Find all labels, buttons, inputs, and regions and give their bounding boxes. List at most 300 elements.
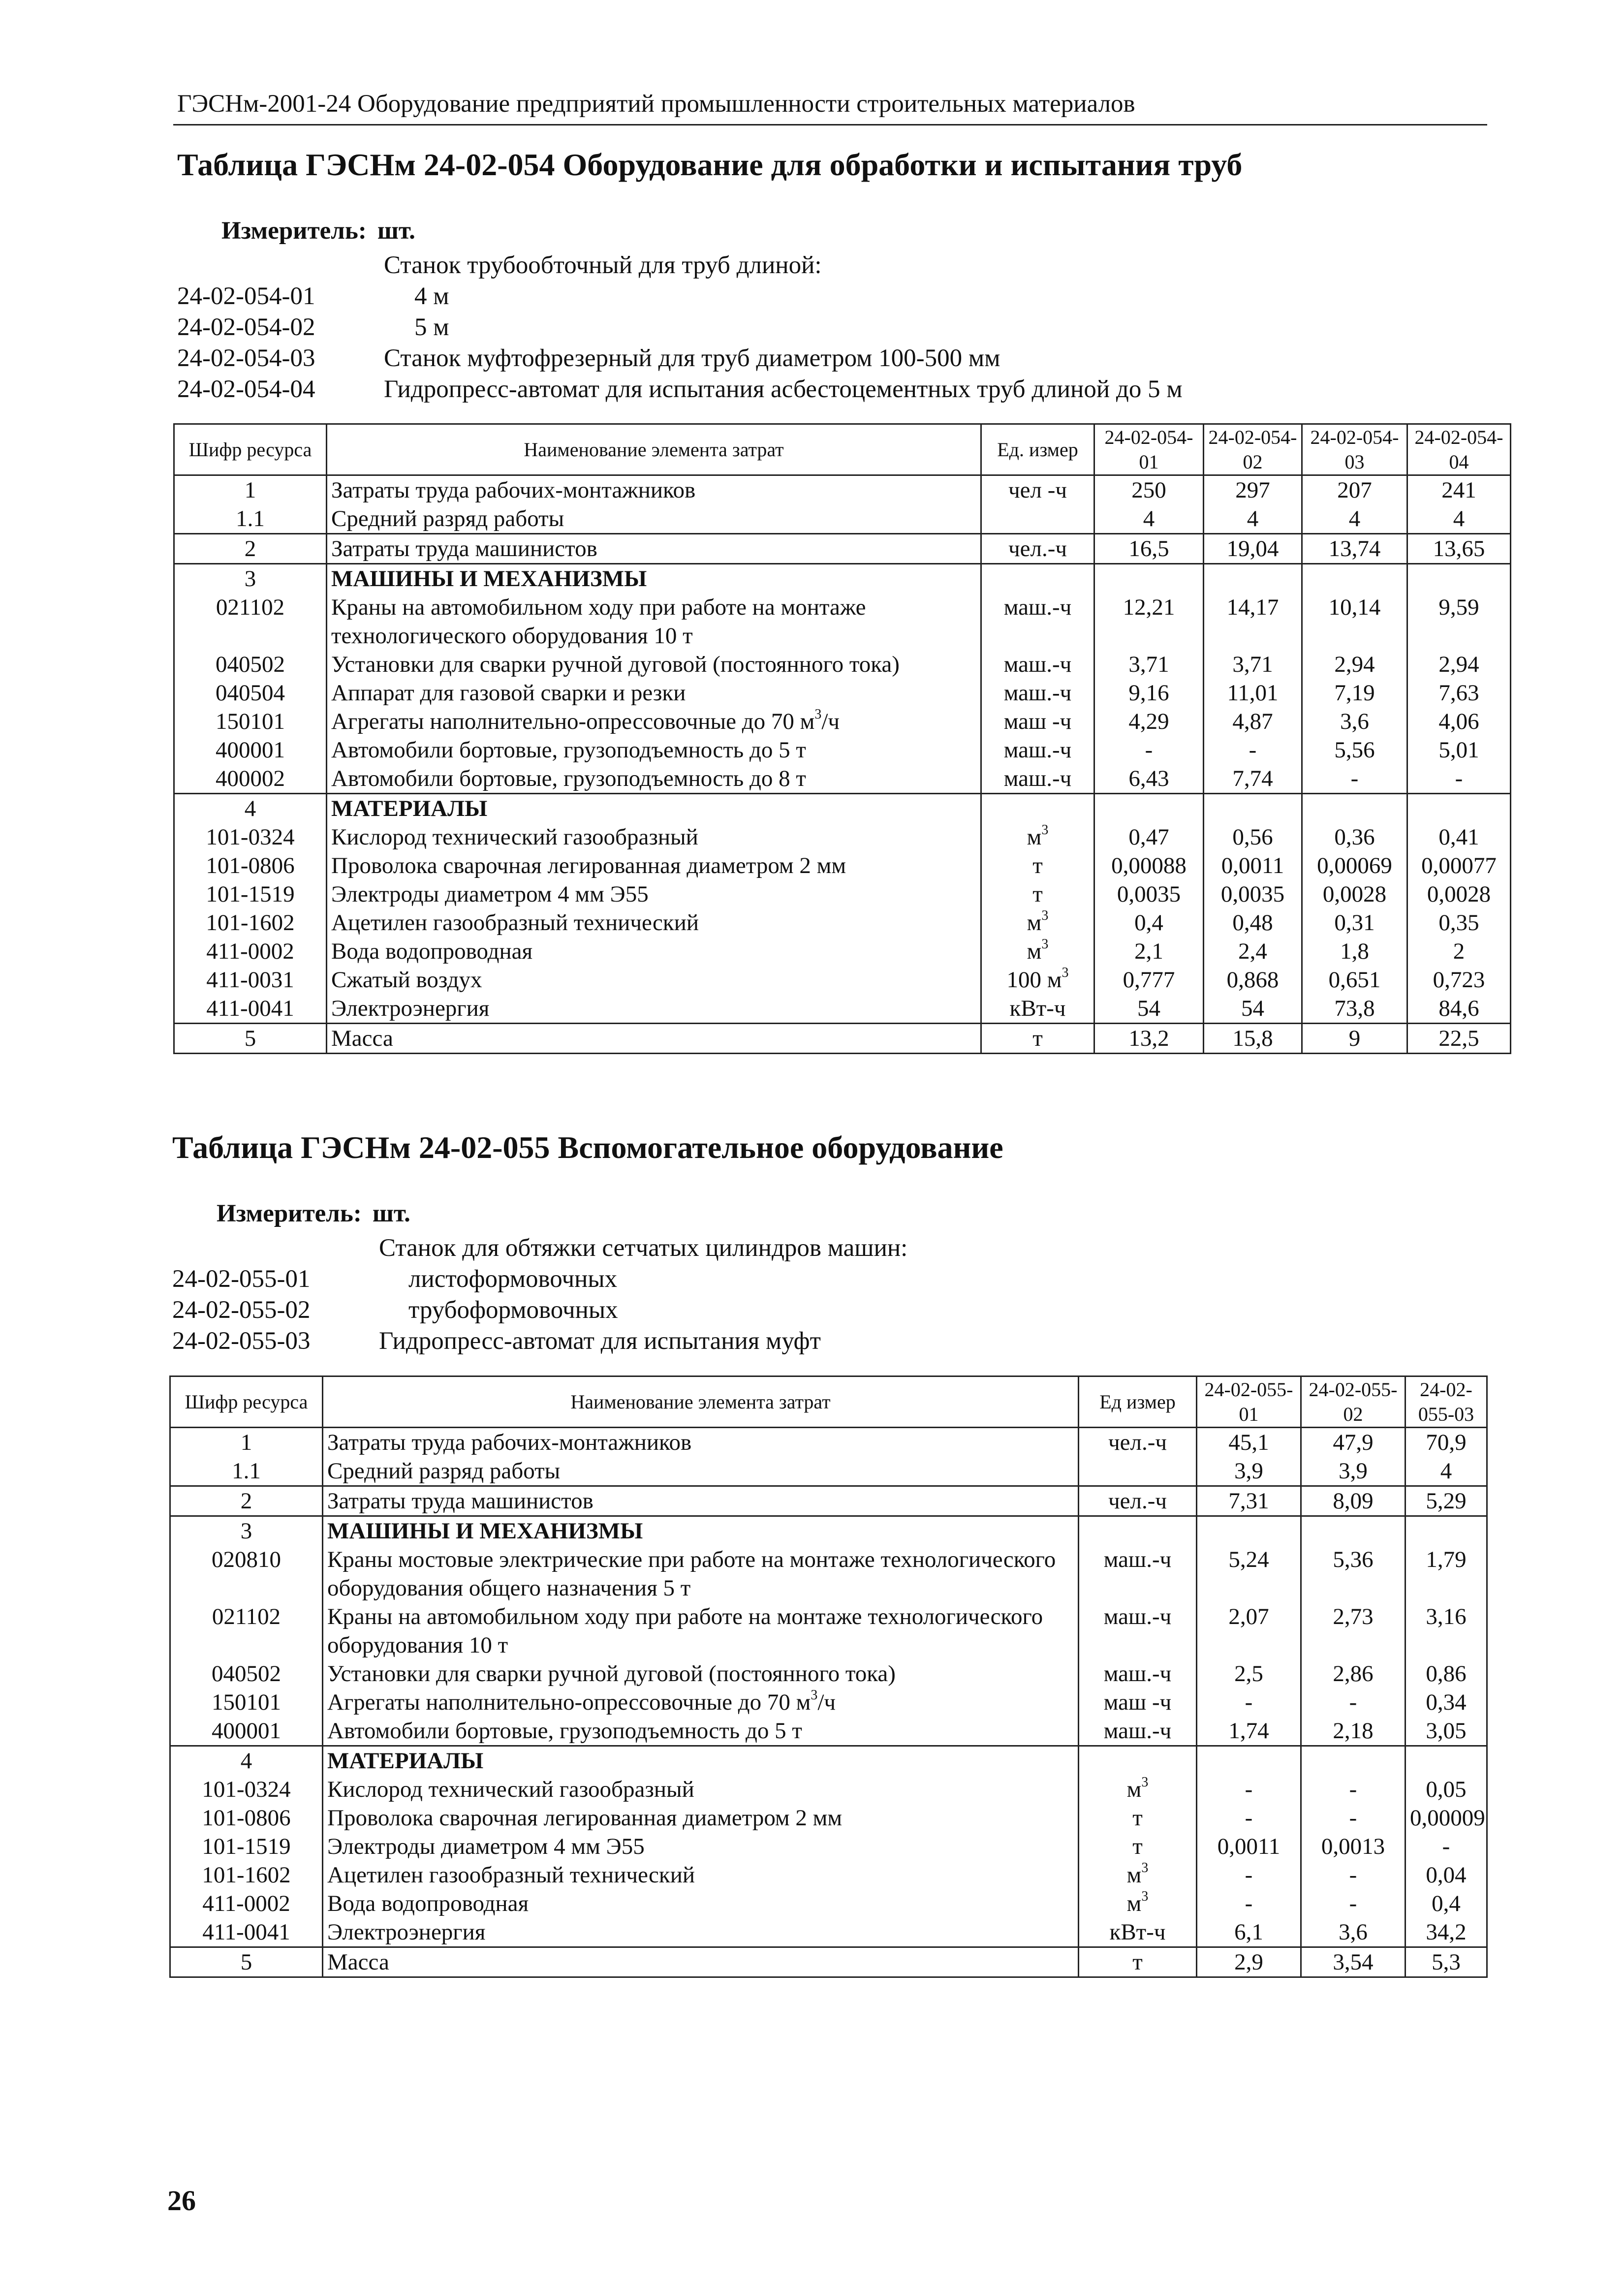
cost-item-name: Кислород технический газообразный	[327, 823, 981, 851]
resource-code: 150101	[174, 707, 327, 736]
resource-code: 5	[170, 1947, 323, 1977]
resource-code: 411-0031	[174, 966, 327, 994]
variant-row	[177, 374, 1457, 405]
norm-value	[1405, 1516, 1487, 1546]
cost-item-name: Проволока сварочная легированная диаметром 2 мм	[327, 851, 981, 880]
norm-value: 47,9	[1301, 1428, 1405, 1457]
norm-value: 34,2	[1405, 1918, 1487, 1947]
unit-of-measure: чел.-ч	[1079, 1428, 1197, 1457]
norm-value: 3,54	[1301, 1947, 1405, 1977]
norm-value: 9	[1302, 1024, 1407, 1054]
unit-of-measure	[981, 504, 1094, 534]
unit-of-measure: маш.-ч	[981, 736, 1094, 764]
table-row	[174, 823, 1511, 851]
norm-value: 2,1	[1094, 937, 1204, 966]
norm-value: 2,5	[1197, 1659, 1301, 1688]
norm-value: 2,86	[1301, 1659, 1405, 1688]
norm-value	[1197, 1746, 1301, 1776]
norm-value: 13,74	[1302, 534, 1407, 564]
norm-value	[1204, 794, 1302, 823]
norm-value: 12,21	[1094, 593, 1204, 650]
cost-item-name: Масса	[327, 1024, 981, 1054]
table-row	[170, 1947, 1487, 1977]
resource-code: 4	[174, 794, 327, 823]
page-number: 26	[167, 2185, 196, 2217]
cost-item-name: Электроэнергия	[327, 994, 981, 1024]
norm-value: 4	[1407, 504, 1511, 534]
norm-value	[1407, 794, 1511, 823]
header-code: Шифр ресурса	[170, 1376, 323, 1428]
cost-item-name: Краны на автомобильном ходу при работе на монтаже технологического оборудования 10 т	[323, 1602, 1079, 1659]
cost-item-name: Установки для сварки ручной дуговой (постоянного тока)	[327, 650, 981, 679]
cost-item-name: Затраты труда рабочих-монтажников	[323, 1428, 1079, 1457]
norm-value: 2,94	[1407, 650, 1511, 679]
table-row	[170, 1688, 1487, 1717]
norm-value: 13,65	[1407, 534, 1511, 564]
variant-code: 24-02-054-02	[177, 313, 315, 341]
cost-item-name: Затраты труда машинистов	[323, 1486, 1079, 1516]
table-body	[170, 1428, 1487, 1977]
variant-code: 24-02-054-01	[177, 282, 315, 310]
table-row	[174, 937, 1511, 966]
table-title: Таблица ГЭСНм 24-02-055 Вспомогательное оборудование	[172, 1130, 1003, 1165]
norm-value: 9,16	[1094, 679, 1204, 707]
norm-value: -	[1405, 1832, 1487, 1861]
resource-code: 101-1602	[170, 1861, 323, 1889]
resource-code: 101-0806	[174, 851, 327, 880]
header-col: 24-02-055-01	[1197, 1376, 1301, 1428]
norm-value: 0,05	[1405, 1775, 1487, 1804]
cost-item-name: Средний разряд работы	[327, 504, 981, 534]
resource-code: 411-0002	[170, 1889, 323, 1918]
unit-of-measure: т	[1079, 1947, 1197, 1977]
norm-value	[1204, 564, 1302, 594]
table-row	[170, 1602, 1487, 1659]
norm-value	[1301, 1746, 1405, 1776]
norm-value: 3,05	[1405, 1717, 1487, 1746]
variant-code: 24-02-054-04	[177, 375, 315, 403]
meter-label: Измеритель:	[217, 1200, 362, 1227]
norm-value: 19,04	[1204, 534, 1302, 564]
norm-value: 4,87	[1204, 707, 1302, 736]
header-unit: Ед измер	[1079, 1376, 1197, 1428]
cost-item-name: Электроды диаметром 4 мм Э55	[327, 880, 981, 908]
table-row	[170, 1659, 1487, 1688]
resource-code: 101-0806	[170, 1804, 323, 1832]
norm-value: -	[1094, 736, 1204, 764]
variant-desc: 4 м	[414, 282, 449, 310]
resource-code: 411-0002	[174, 937, 327, 966]
norm-value: 4	[1302, 504, 1407, 534]
norm-value: 0,4	[1405, 1889, 1487, 1918]
variant-desc: трубоформовочных	[408, 1296, 618, 1324]
norm-value: 2,07	[1197, 1602, 1301, 1659]
resource-code: 020810	[170, 1545, 323, 1602]
variant-desc: Станок для обтяжки сетчатых цилиндров машин:	[379, 1234, 908, 1262]
table-row	[170, 1457, 1487, 1486]
cost-item-name: Вода водопроводная	[323, 1889, 1079, 1918]
table-row	[174, 851, 1511, 880]
resource-code: 400001	[170, 1717, 323, 1746]
table-row	[170, 1832, 1487, 1861]
resource-code: 101-0324	[174, 823, 327, 851]
norm-value: 54	[1204, 994, 1302, 1024]
resource-code: 400002	[174, 764, 327, 794]
meter-line	[221, 217, 415, 245]
norm-value: 0,00088	[1094, 851, 1204, 880]
unit-of-measure	[981, 794, 1094, 823]
norm-value: 0,35	[1407, 908, 1511, 937]
unit-of-measure: $м^3$	[981, 823, 1094, 851]
norm-value: 3,71	[1204, 650, 1302, 679]
variant-row	[177, 343, 1457, 374]
variant-list	[172, 1233, 1452, 1357]
norm-value: 0,47	[1094, 823, 1204, 851]
norm-value: -	[1197, 1804, 1301, 1832]
norm-value: -	[1302, 764, 1407, 794]
norm-value: -	[1197, 1775, 1301, 1804]
norm-value: 1,8	[1302, 937, 1407, 966]
unit-of-measure: 100 $м^3$	[981, 966, 1094, 994]
table-row	[174, 736, 1511, 764]
table-row	[170, 1804, 1487, 1832]
resource-code: 101-1519	[170, 1832, 323, 1861]
unit-of-measure: маш.-ч	[1079, 1717, 1197, 1746]
cost-item-name: Проволока сварочная легированная диаметром 2 мм	[323, 1804, 1079, 1832]
cost-item-name: Вода водопроводная	[327, 937, 981, 966]
cost-item-name: Затраты труда машинистов	[327, 534, 981, 564]
variant-code: 24-02-055-01	[172, 1265, 311, 1293]
unit-of-measure: маш.-ч	[981, 764, 1094, 794]
resource-code: 150101	[170, 1688, 323, 1717]
unit-of-measure	[981, 564, 1094, 594]
unit-of-measure: чел -ч	[981, 475, 1094, 505]
meter-value: шт.	[377, 217, 415, 245]
resource-code: 2	[174, 534, 327, 564]
norm-value: 5,24	[1197, 1545, 1301, 1602]
unit-of-measure: чел.-ч	[1079, 1486, 1197, 1516]
resource-code: 3	[170, 1516, 323, 1546]
norm-value	[1197, 1516, 1301, 1546]
header-col: 24-02-055-03	[1405, 1376, 1487, 1428]
table-row	[170, 1717, 1487, 1746]
norm-value: 5,3	[1405, 1947, 1487, 1977]
norm-value: 5,29	[1405, 1486, 1487, 1516]
norm-value: 3,9	[1301, 1457, 1405, 1486]
table-header-row	[170, 1376, 1487, 1428]
norm-value: 0,34	[1405, 1688, 1487, 1717]
norm-value: 16,5	[1094, 534, 1204, 564]
table-row	[174, 908, 1511, 937]
norm-value	[1094, 794, 1204, 823]
unit-of-measure: т	[981, 880, 1094, 908]
unit-of-measure: маш -ч	[981, 707, 1094, 736]
norm-value: 2,94	[1302, 650, 1407, 679]
norm-value: 3,6	[1301, 1918, 1405, 1947]
header-name: Наименование элемента затрат	[327, 424, 981, 475]
norm-value: 14,17	[1204, 593, 1302, 650]
meter-label: Измеритель:	[221, 217, 367, 245]
resource-code: 101-1519	[174, 880, 327, 908]
norm-value: 54	[1094, 994, 1204, 1024]
resource-code: 400001	[174, 736, 327, 764]
unit-of-measure	[1079, 1457, 1197, 1486]
variant-row	[172, 1295, 1452, 1326]
norm-value: 0,4	[1094, 908, 1204, 937]
norm-value: 3,9	[1197, 1457, 1301, 1486]
resource-code: 411-0041	[174, 994, 327, 1024]
table-row	[174, 707, 1511, 736]
unit-of-measure: $м^3$	[1079, 1889, 1197, 1918]
norm-value: 10,14	[1302, 593, 1407, 650]
header-col: 24-02-054-03	[1302, 424, 1407, 475]
norm-value: 0,0028	[1302, 880, 1407, 908]
table-row	[174, 679, 1511, 707]
unit-of-measure: чел.-ч	[981, 534, 1094, 564]
table-row	[174, 794, 1511, 823]
table-row	[174, 764, 1511, 794]
unit-of-measure: маш.-ч	[1079, 1545, 1197, 1602]
cost-item-name: Электроды диаметром 4 мм Э55	[323, 1832, 1079, 1861]
variant-code: 24-02-055-03	[172, 1327, 311, 1355]
unit-of-measure: т	[981, 1024, 1094, 1054]
resource-code: 5	[174, 1024, 327, 1054]
norm-value: 84,6	[1407, 994, 1511, 1024]
table-row	[170, 1861, 1487, 1889]
norm-value: 1,79	[1405, 1545, 1487, 1602]
resource-code: 021102	[174, 593, 327, 650]
norm-value: 0,36	[1302, 823, 1407, 851]
norm-value: 0,56	[1204, 823, 1302, 851]
cost-item-name: Аппарат для газовой сварки и резки	[327, 679, 981, 707]
norm-value: 7,19	[1302, 679, 1407, 707]
norm-value: 2,73	[1301, 1602, 1405, 1659]
norm-value: 9,59	[1407, 593, 1511, 650]
variant-row	[172, 1326, 1452, 1357]
unit-of-measure: маш.-ч	[1079, 1659, 1197, 1688]
norm-value: 7,31	[1197, 1486, 1301, 1516]
variant-desc: Гидропресс-автомат для испытания асбестоцементных труб длиной до 5 м	[384, 375, 1183, 403]
norm-value: 0,0011	[1197, 1832, 1301, 1861]
unit-of-measure	[1079, 1516, 1197, 1546]
table-row	[170, 1428, 1487, 1457]
table-row	[174, 593, 1511, 650]
norm-value: 4	[1204, 504, 1302, 534]
norm-value	[1405, 1746, 1487, 1776]
variant-code: 24-02-054-03	[177, 344, 315, 372]
norm-value: -	[1301, 1775, 1405, 1804]
table-row	[174, 1024, 1511, 1054]
resource-code: 040502	[174, 650, 327, 679]
norm-value: 297	[1204, 475, 1302, 505]
resource-code: 101-1602	[174, 908, 327, 937]
cost-item-name: Краны мостовые электрические при работе на монтаже технологического оборудования общего назначения 5 т	[323, 1545, 1079, 1602]
norm-value: 0,0011	[1204, 851, 1302, 880]
norm-value	[1094, 564, 1204, 594]
unit-of-measure: $м^3$	[981, 937, 1094, 966]
table-row	[174, 475, 1511, 505]
norm-value: -	[1301, 1889, 1405, 1918]
cost-item-name: Ацетилен газообразный технический	[327, 908, 981, 937]
table-row	[174, 994, 1511, 1024]
table-row	[174, 564, 1511, 594]
norm-value: 0,86	[1405, 1659, 1487, 1688]
header-divider	[173, 124, 1487, 125]
header-col: 24-02-054-01	[1094, 424, 1204, 475]
norm-value: 13,2	[1094, 1024, 1204, 1054]
norm-value: 0,0035	[1094, 880, 1204, 908]
variant-row	[177, 281, 1457, 312]
table-row	[170, 1918, 1487, 1947]
variant-row	[177, 250, 1457, 281]
norm-value: 0,31	[1302, 908, 1407, 937]
table-body	[174, 475, 1511, 1054]
norm-value: 45,1	[1197, 1428, 1301, 1457]
norm-value	[1302, 564, 1407, 594]
cost-item-name: Краны на автомобильном ходу при работе на монтаже технологического оборудования 10 т	[327, 593, 981, 650]
norm-value	[1301, 1516, 1405, 1546]
norm-value: 1,74	[1197, 1717, 1301, 1746]
cost-item-name: Установки для сварки ручной дуговой (постоянного тока)	[323, 1659, 1079, 1688]
unit-of-measure: маш.-ч	[981, 593, 1094, 650]
header-col: 24-02-054-04	[1407, 424, 1511, 475]
resource-code: 1.1	[174, 504, 327, 534]
norm-value: 0,868	[1204, 966, 1302, 994]
header-col: 24-02-055-02	[1301, 1376, 1405, 1428]
norm-value: 3,71	[1094, 650, 1204, 679]
norm-value: 0,0028	[1407, 880, 1511, 908]
resource-code: 411-0041	[170, 1918, 323, 1947]
resource-code: 1	[170, 1428, 323, 1457]
cost-item-name: Автомобили бортовые, грузоподъемность до 5 т	[323, 1717, 1079, 1746]
header-unit: Ед. измер	[981, 424, 1094, 475]
norm-value: 3,16	[1405, 1602, 1487, 1659]
variant-row	[172, 1233, 1452, 1264]
norm-value: -	[1197, 1861, 1301, 1889]
norm-value: -	[1301, 1688, 1405, 1717]
norm-value: 2,18	[1301, 1717, 1405, 1746]
norm-value: 0,723	[1407, 966, 1511, 994]
norm-value	[1407, 564, 1511, 594]
norm-value: 7,74	[1204, 764, 1302, 794]
norm-value: 4	[1405, 1457, 1487, 1486]
norm-value: 207	[1302, 475, 1407, 505]
cost-item-name: МАШИНЫ И МЕХАНИЗМЫ	[327, 564, 981, 594]
unit-of-measure: $м^3$	[981, 908, 1094, 937]
norm-value: 22,5	[1407, 1024, 1511, 1054]
variant-row	[172, 1264, 1452, 1295]
variant-row	[177, 312, 1457, 343]
table-row	[170, 1516, 1487, 1546]
table-row	[174, 880, 1511, 908]
unit-of-measure: кВт-ч	[981, 994, 1094, 1024]
variant-desc: Станок муфтофрезерный для труб диаметром 100-500 мм	[384, 344, 1000, 372]
variant-desc: Станок трубообточный для труб длиной:	[384, 251, 822, 279]
unit-of-measure: т	[1079, 1832, 1197, 1861]
resource-table	[173, 423, 1511, 1054]
variant-desc: 5 м	[414, 313, 449, 341]
table-row	[170, 1775, 1487, 1804]
cost-item-name: Агрегаты наполнительно-опрессовочные до 70 $м^3/ч$	[323, 1688, 1079, 1717]
variant-code: 24-02-055-02	[172, 1296, 311, 1324]
norm-value: -	[1197, 1688, 1301, 1717]
cost-item-name: МАШИНЫ И МЕХАНИЗМЫ	[323, 1516, 1079, 1546]
norm-value: 0,00077	[1407, 851, 1511, 880]
resource-code: 3	[174, 564, 327, 594]
variant-desc: листоформовочных	[408, 1265, 618, 1293]
norm-value: 0,0013	[1301, 1832, 1405, 1861]
table-header-row	[174, 424, 1511, 475]
header-code: Шифр ресурса	[174, 424, 327, 475]
header-name: Наименование элемента затрат	[323, 1376, 1079, 1428]
table-row	[174, 504, 1511, 534]
norm-value: -	[1197, 1889, 1301, 1918]
norm-value: -	[1301, 1804, 1405, 1832]
unit-of-measure: $м^3$	[1079, 1775, 1197, 1804]
table-row	[170, 1746, 1487, 1776]
norm-value: 11,01	[1204, 679, 1302, 707]
table-title: Таблица ГЭСНм 24-02-054 Оборудование для обработки и испытания труб	[177, 147, 1243, 182]
norm-value: 70,9	[1405, 1428, 1487, 1457]
norm-value: 0,777	[1094, 966, 1204, 994]
table-row	[174, 534, 1511, 564]
norm-value: 73,8	[1302, 994, 1407, 1024]
norm-value: 15,8	[1204, 1024, 1302, 1054]
resource-code: 4	[170, 1746, 323, 1776]
norm-value: 7,63	[1407, 679, 1511, 707]
resource-code: 1.1	[170, 1457, 323, 1486]
norm-value: 0,0035	[1204, 880, 1302, 908]
norm-value: 4	[1094, 504, 1204, 534]
variant-list	[177, 250, 1457, 405]
cost-item-name: Затраты труда рабочих-монтажников	[327, 475, 981, 505]
unit-of-measure	[1079, 1746, 1197, 1776]
norm-value: -	[1407, 764, 1511, 794]
norm-value: 2,4	[1204, 937, 1302, 966]
unit-of-measure: кВт-ч	[1079, 1918, 1197, 1947]
unit-of-measure: маш.-ч	[1079, 1602, 1197, 1659]
norm-value: 0,651	[1302, 966, 1407, 994]
cost-item-name: МАТЕРИАЛЫ	[323, 1746, 1079, 1776]
unit-of-measure: маш.-ч	[981, 679, 1094, 707]
resource-code: 040502	[170, 1659, 323, 1688]
cost-item-name: Средний разряд работы	[323, 1457, 1079, 1486]
table-row	[170, 1889, 1487, 1918]
table-row	[170, 1486, 1487, 1516]
norm-value: 6,1	[1197, 1918, 1301, 1947]
resource-code: 2	[170, 1486, 323, 1516]
cost-item-name: Кислород технический газообразный	[323, 1775, 1079, 1804]
norm-value	[1302, 794, 1407, 823]
norm-value: 4,29	[1094, 707, 1204, 736]
resource-code: 1	[174, 475, 327, 505]
norm-value: 0,04	[1405, 1861, 1487, 1889]
resource-code: 101-0324	[170, 1775, 323, 1804]
norm-value: 2,9	[1197, 1947, 1301, 1977]
norm-value: 0,00009	[1405, 1804, 1487, 1832]
norm-value: -	[1301, 1861, 1405, 1889]
norm-value: 3,6	[1302, 707, 1407, 736]
unit-of-measure: т	[1079, 1804, 1197, 1832]
running-header: ГЭСНм-2001-24 Оборудование предприятий промышленности строительных материалов	[177, 90, 1135, 118]
norm-value: -	[1204, 736, 1302, 764]
norm-value: 4,06	[1407, 707, 1511, 736]
unit-of-measure: маш -ч	[1079, 1688, 1197, 1717]
resource-code: 040504	[174, 679, 327, 707]
resource-table	[169, 1375, 1488, 1978]
cost-item-name: МАТЕРИАЛЫ	[327, 794, 981, 823]
norm-value: 0,41	[1407, 823, 1511, 851]
